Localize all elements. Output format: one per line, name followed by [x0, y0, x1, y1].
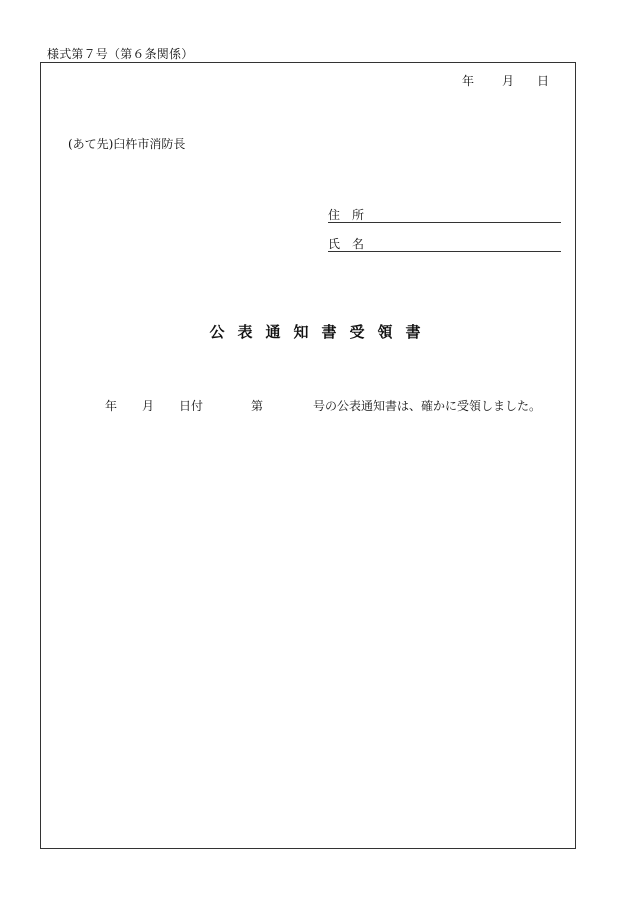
- body-dated: 日付: [179, 399, 204, 413]
- name-field[interactable]: [328, 235, 561, 252]
- receipt-statement: [0, 397, 630, 413]
- body-number-prefix: 第: [251, 399, 264, 413]
- addressee: (あて先)臼杵市消防長: [68, 137, 186, 151]
- date-year: 年: [462, 74, 475, 88]
- body-month: 月: [142, 399, 155, 413]
- document-frame: [40, 62, 576, 849]
- address-field[interactable]: [328, 206, 561, 223]
- document-title: 公表通知書受領書: [209, 323, 434, 341]
- name-label: 氏名: [328, 237, 377, 251]
- address-label: 住所: [328, 208, 377, 222]
- body-statement: 号の公表通知書は、確かに受領しました。: [313, 399, 542, 413]
- date-month: 月: [502, 74, 515, 88]
- form-number-label: 様式第７号（第６条関係）: [47, 47, 194, 61]
- body-year: 年: [105, 399, 118, 413]
- date-day: 日: [537, 74, 550, 88]
